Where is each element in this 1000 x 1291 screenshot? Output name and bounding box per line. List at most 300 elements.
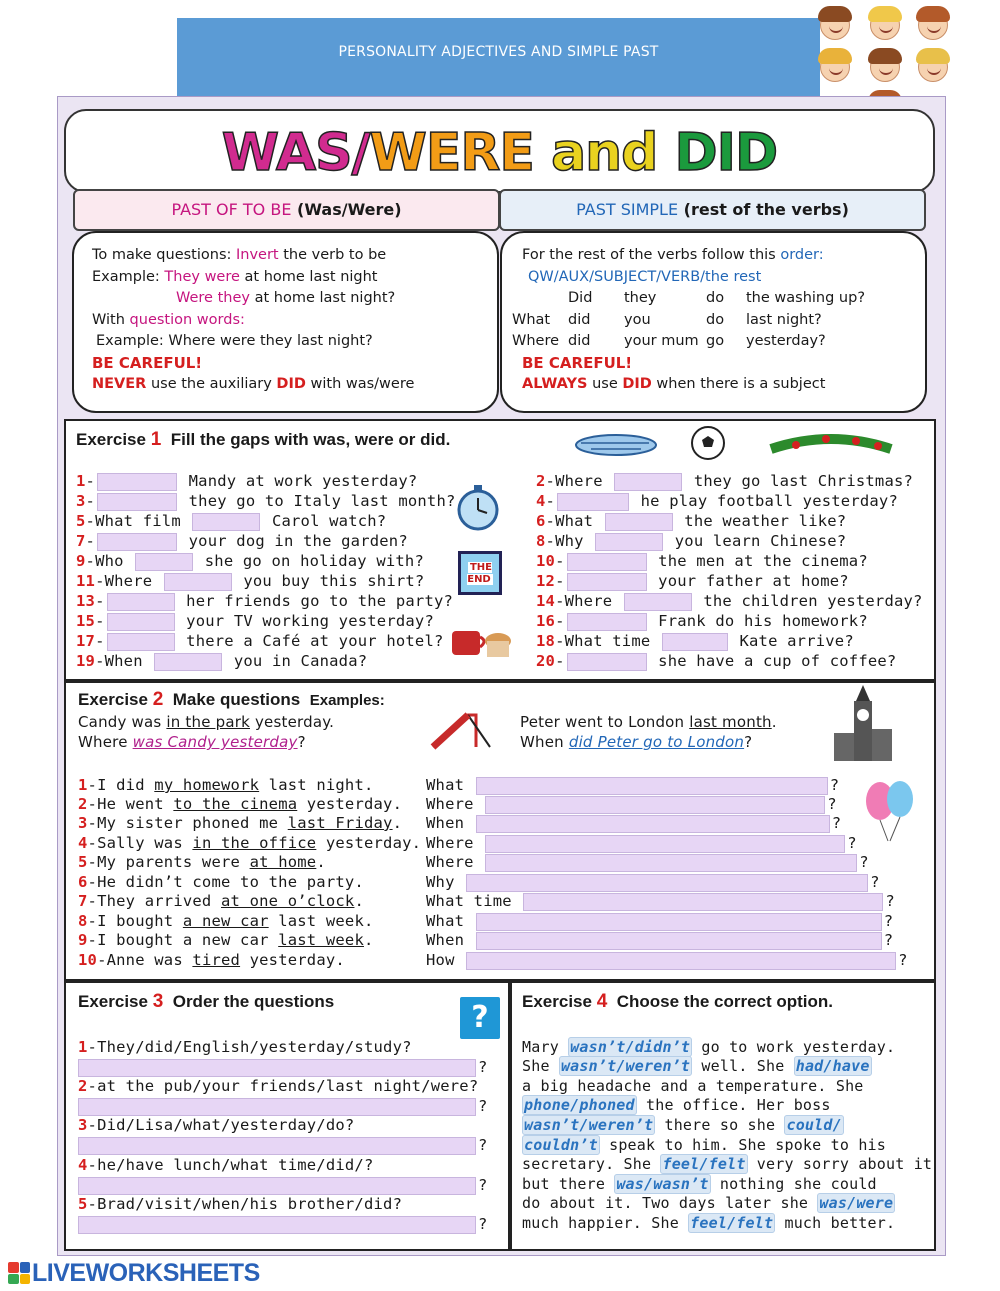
- item-text: her friends go to the party?: [176, 592, 454, 610]
- answer-gap[interactable]: [614, 473, 682, 491]
- title-part: WERE: [369, 123, 552, 183]
- list-item: [78, 911, 374, 931]
- exercise-instruction: Choose the correct option.: [616, 992, 834, 1011]
- item-text: .: [392, 814, 403, 832]
- answer-row: [78, 1057, 488, 1077]
- item-text: -I did: [87, 776, 155, 794]
- item-number: 2: [536, 472, 546, 490]
- list-item: [78, 1194, 402, 1214]
- item-text: -Did/Lisa/what/yesterday/do?: [87, 1116, 355, 1134]
- rule-cell: [512, 288, 568, 310]
- list-item: [76, 551, 424, 571]
- list-item: [76, 651, 367, 671]
- question-mark: ?: [883, 912, 894, 930]
- item-text: -Where: [555, 592, 622, 610]
- answer-row: [426, 794, 837, 814]
- exercise-3-heading: [78, 991, 334, 1013]
- answer-gap[interactable]: [485, 796, 825, 814]
- item-number: 6: [78, 873, 88, 891]
- example-answer: did Peter go to London: [568, 733, 745, 751]
- rule-cell: the washing up?: [746, 290, 866, 306]
- football-icon: [690, 425, 726, 461]
- item-text: .: [354, 892, 364, 910]
- passage-text: secretary. She: [522, 1155, 661, 1173]
- passage-text: much happier. She: [522, 1214, 689, 1232]
- answer-gap[interactable]: [557, 493, 629, 511]
- exercise-1-heading: [76, 429, 450, 451]
- item-text: the men at the cinema?: [648, 552, 868, 570]
- passage-text: She: [522, 1057, 559, 1075]
- list-item: [78, 872, 364, 892]
- list-item: [76, 611, 434, 631]
- answer-row: [426, 891, 895, 911]
- item-text: -Where: [95, 572, 162, 590]
- item-text: last week.: [268, 912, 374, 930]
- rule-text: with was/were: [305, 376, 415, 392]
- coffee-muffin-icon: [448, 611, 514, 661]
- answer-row: [426, 813, 841, 833]
- rule-text: Invert: [236, 247, 279, 263]
- rule-text: order:: [780, 247, 824, 263]
- item-number: 11: [76, 572, 96, 590]
- rule-example-row: [512, 288, 907, 310]
- rule-cell: Where: [512, 333, 560, 349]
- item-text: -He didn’t come to the party.: [87, 873, 364, 891]
- item-text: -What film: [85, 512, 191, 530]
- list-item: [78, 1076, 478, 1096]
- question-icon: [460, 997, 500, 1039]
- question-mark: ?: [829, 776, 840, 794]
- tab-past-simple: [499, 189, 926, 231]
- list-item: [76, 571, 424, 591]
- rule-text: when there is a subject: [651, 376, 826, 392]
- list-item: [78, 930, 374, 950]
- item-text: Carol watch?: [262, 512, 387, 530]
- list-item: [536, 551, 868, 571]
- the-end-label: THE END: [467, 562, 493, 585]
- answer-gap[interactable]: [476, 932, 882, 950]
- answer-gap[interactable]: [567, 653, 647, 671]
- item-text: in the office: [192, 834, 317, 852]
- item-text: tired: [192, 951, 241, 969]
- passage-text: there so she: [655, 1116, 785, 1134]
- item-number: 3: [78, 814, 88, 832]
- question-icon-label: ?: [471, 1000, 489, 1035]
- rule-cell: you: [624, 311, 651, 328]
- item-number: 9: [76, 552, 86, 570]
- text-line: [522, 1154, 932, 1174]
- rule-text: ALWAYS: [522, 376, 588, 392]
- list-item: [536, 491, 898, 511]
- rule-cell: What: [512, 311, 551, 328]
- item-text: yesterday.: [316, 834, 422, 852]
- list-item: [78, 1037, 412, 1057]
- option-choice[interactable]: phone/phoned: [524, 1096, 635, 1114]
- rule-text: To make questions:: [92, 247, 236, 263]
- exercise-4-heading: [522, 991, 833, 1013]
- item-number: 6: [536, 512, 546, 530]
- question-word: What: [426, 776, 465, 794]
- item-text: Mandy at work yesterday?: [179, 472, 418, 490]
- rule-text: question words:: [129, 311, 245, 328]
- text-line: [522, 1037, 895, 1057]
- rule-order: QW/AUX/SUBJECT/VERB/the rest: [528, 268, 762, 285]
- question-mark: ?: [859, 853, 869, 871]
- exercise-3: [64, 981, 510, 1251]
- item-text: -: [95, 592, 105, 610]
- item-number: 5: [78, 853, 88, 871]
- example-statement: [520, 712, 777, 732]
- answer-gap[interactable]: [466, 874, 868, 892]
- rule-cell: did: [568, 311, 591, 328]
- item-text: -Sally was: [87, 834, 193, 852]
- example-text: When: [520, 733, 569, 751]
- answer-gap[interactable]: [485, 854, 857, 872]
- answer-row: [426, 950, 908, 970]
- question-word: Where: [426, 795, 474, 813]
- option-choice[interactable]: had/have: [795, 1057, 870, 1075]
- big-ben-icon: [832, 683, 894, 763]
- example-text: Where: [78, 733, 133, 751]
- item-text: you in Canada?: [224, 652, 368, 670]
- example-question: [78, 732, 306, 752]
- answer-gap[interactable]: [624, 593, 692, 611]
- answer-gap[interactable]: [476, 913, 882, 931]
- item-number: 18: [536, 632, 556, 650]
- text-line: [522, 1095, 831, 1115]
- item-text: .: [363, 931, 374, 949]
- item-text: -: [555, 572, 565, 590]
- item-number: 20: [536, 652, 556, 670]
- item-text: you buy this shirt?: [233, 572, 425, 590]
- list-item: [78, 833, 421, 853]
- exercise-label: Exercise: [78, 992, 148, 1011]
- rule-example-row: [512, 310, 907, 332]
- item-text: -: [85, 492, 96, 510]
- item-number: 2: [78, 1077, 88, 1095]
- exercise-2: [64, 681, 936, 981]
- exercise-label: Exercise: [76, 430, 146, 449]
- question-word: Where: [426, 834, 474, 852]
- rule-text: DID: [276, 376, 306, 392]
- rule-cell: they: [624, 290, 657, 306]
- liveworksheets-logo[interactable]: [8, 1260, 260, 1286]
- answer-gap[interactable]: [78, 1137, 476, 1155]
- answer-gap[interactable]: [476, 815, 830, 833]
- logo-text: LIVEWORKSHEETS: [32, 1258, 260, 1287]
- example-text: in the park: [166, 713, 250, 731]
- item-text: -I bought a new car: [87, 931, 279, 949]
- rule-text: They were: [164, 268, 240, 285]
- answer-row: [78, 1135, 488, 1155]
- rule-text: DID: [622, 376, 652, 392]
- item-number: 4: [78, 834, 88, 852]
- example-question: [520, 732, 752, 752]
- text-line: [522, 1076, 864, 1096]
- item-text: .: [316, 853, 326, 871]
- passage-text: go to work yesterday.: [692, 1038, 896, 1056]
- answer-row: [426, 833, 857, 853]
- item-text: -: [555, 652, 565, 670]
- item-text: the children yesterday?: [693, 592, 923, 610]
- list-item: [536, 611, 868, 631]
- text-line: [522, 1056, 872, 1076]
- exercise-2-heading: [78, 689, 385, 711]
- option-choice[interactable]: could/: [786, 1116, 842, 1134]
- answer-gap[interactable]: [97, 493, 177, 511]
- answer-gap[interactable]: [662, 633, 728, 651]
- answer-gap[interactable]: [78, 1177, 476, 1195]
- item-number: 17: [76, 632, 96, 650]
- option-choice[interactable]: feel/felt: [662, 1155, 746, 1173]
- face-icon: [820, 52, 850, 82]
- passage-text: well. She: [692, 1057, 794, 1075]
- answer-gap[interactable]: [164, 573, 232, 591]
- item-text: last Friday: [287, 814, 393, 832]
- face-icon: [918, 10, 948, 40]
- option-choice[interactable]: feel/felt: [690, 1214, 774, 1232]
- item-text: they go last Christmas?: [684, 472, 914, 490]
- answer-gap[interactable]: [192, 513, 260, 531]
- item-text: Frank do his homework?: [648, 612, 868, 630]
- answer-gap[interactable]: [135, 553, 193, 571]
- rule-text: at home last night?: [249, 290, 396, 306]
- exercise-instruction: Order the questions: [172, 992, 335, 1011]
- answer-row: [426, 930, 893, 950]
- item-number: 8: [536, 532, 546, 550]
- list-item: [536, 631, 854, 651]
- rule-cell: your mum: [624, 333, 699, 349]
- title-part: and: [551, 123, 675, 183]
- logo-icon: [8, 1262, 30, 1284]
- passage-text: Mary: [522, 1038, 569, 1056]
- rule-text: use: [587, 376, 623, 392]
- item-text: -: [85, 472, 96, 490]
- item-text: -: [555, 552, 565, 570]
- answer-gap[interactable]: [485, 835, 845, 853]
- list-item: [536, 571, 849, 591]
- rule-cell: do: [706, 290, 725, 306]
- item-text: your father at home?: [648, 572, 849, 590]
- question-mark: ?: [870, 873, 880, 891]
- answer-row: [78, 1096, 488, 1116]
- item-number: 12: [536, 572, 556, 590]
- item-text: she have a cup of coffee?: [648, 652, 897, 670]
- exercise-number: 4: [596, 991, 608, 1012]
- passage-text: speak to him. She spoke to his: [599, 1136, 887, 1154]
- answer-gap[interactable]: [154, 653, 222, 671]
- item-text: they go to Italy last month?: [179, 492, 456, 510]
- banner-title: PERSONALITY ADJECTIVES AND SIMPLE PAST: [338, 44, 659, 60]
- item-number: 15: [76, 612, 96, 630]
- question-word: When: [426, 814, 465, 832]
- answer-row: [78, 1175, 488, 1195]
- answer-gap[interactable]: [97, 533, 177, 551]
- item-text: your dog in the garden?: [179, 532, 408, 550]
- answer-gap[interactable]: [107, 613, 175, 631]
- text-line: [522, 1174, 877, 1194]
- item-text: -They/did/English/yesterday/study?: [87, 1038, 412, 1056]
- option-choice[interactable]: wasn’t/weren’t: [560, 1057, 691, 1075]
- answer-gap[interactable]: [567, 573, 647, 591]
- example-text: yesterday.: [250, 713, 335, 731]
- answer-gap[interactable]: [567, 553, 647, 571]
- question-mark: ?: [478, 1058, 488, 1076]
- answer-gap[interactable]: [107, 593, 175, 611]
- tab-label: PAST OF TO BE: [171, 200, 292, 219]
- item-text: -When: [95, 652, 153, 670]
- option-choice[interactable]: was/wasn’t: [616, 1175, 709, 1193]
- the-end-icon: [458, 551, 502, 595]
- item-text: my homework: [154, 776, 260, 794]
- item-number: 13: [76, 592, 96, 610]
- answer-gap[interactable]: [476, 777, 828, 795]
- rule-text: With: [92, 311, 130, 328]
- item-text: -: [555, 612, 565, 630]
- item-text: -Why: [545, 532, 594, 550]
- slide-icon: [428, 707, 498, 751]
- item-text: -: [85, 532, 96, 550]
- option-choice[interactable]: was/were: [819, 1194, 894, 1212]
- list-item: [536, 471, 913, 491]
- question-mark: ?: [478, 1176, 488, 1194]
- item-number: 7: [76, 532, 86, 550]
- list-item: [78, 891, 364, 911]
- text-line: [522, 1115, 844, 1135]
- option-choice[interactable]: wasn’t/didn’t: [570, 1038, 691, 1056]
- question-word: When: [426, 931, 465, 949]
- answer-gap[interactable]: [78, 1216, 476, 1234]
- item-text: your TV working yesterday?: [176, 612, 434, 630]
- item-number: 16: [536, 612, 556, 630]
- item-number: 5: [76, 512, 86, 530]
- item-number: 1: [78, 776, 88, 794]
- item-text: she go on holiday with?: [195, 552, 424, 570]
- question-word: What: [426, 912, 465, 930]
- passage-text: a big headache and a temperature. She: [522, 1077, 864, 1095]
- item-number: 10: [78, 951, 98, 969]
- exercise-label: Exercise: [522, 992, 592, 1011]
- page-banner: [177, 18, 820, 96]
- rule-warning: BE CAREFUL!: [522, 353, 633, 372]
- option-choice[interactable]: couldn’t: [524, 1136, 598, 1154]
- passage-text: nothing she could: [710, 1175, 877, 1193]
- list-item: [78, 950, 345, 970]
- question-mark: ?: [883, 931, 894, 949]
- item-number: 1: [78, 1038, 88, 1056]
- rule-warning: BE CAREFUL!: [92, 353, 203, 372]
- passage-text: the office. Her boss: [636, 1096, 831, 1114]
- item-number: 3: [76, 492, 86, 510]
- item-text: a new car: [182, 912, 269, 930]
- example-statement: [78, 712, 334, 732]
- item-number: 7: [78, 892, 88, 910]
- rule-box-past-simple: [500, 231, 927, 413]
- item-text: -: [95, 612, 105, 630]
- item-text: -He went: [87, 795, 174, 813]
- item-text: at home: [249, 853, 317, 871]
- exercise-instruction: Fill the gaps with was, were or did.: [170, 430, 451, 449]
- item-number: 5: [78, 1195, 88, 1213]
- item-number: 10: [536, 552, 556, 570]
- list-item: [76, 591, 453, 611]
- item-text: -he/have lunch/what time/did/?: [87, 1156, 374, 1174]
- face-icon: [870, 52, 900, 82]
- answer-row: [426, 852, 869, 872]
- tab-label: PAST SIMPLE: [576, 200, 679, 219]
- item-text: -I bought: [87, 912, 183, 930]
- example-text: .: [771, 713, 777, 731]
- rule-box-was-were: [72, 231, 499, 413]
- item-text: last night.: [259, 776, 374, 794]
- example-text: ?: [297, 733, 306, 751]
- answer-row: [426, 872, 880, 892]
- question-mark: ?: [847, 834, 857, 852]
- passage-text: do about it. Two days later she: [522, 1194, 818, 1212]
- item-number: 4: [78, 1156, 88, 1174]
- item-text: -They arrived: [87, 892, 221, 910]
- item-text: -My parents were: [87, 853, 250, 871]
- question-mark: ?: [827, 795, 837, 813]
- title-part: WAS/: [221, 123, 370, 183]
- rule-text: Example:: [92, 268, 165, 285]
- item-text: yesterday.: [240, 951, 345, 969]
- list-item: [76, 531, 408, 551]
- answer-gap[interactable]: [595, 533, 663, 551]
- item-number: 2: [78, 795, 88, 813]
- item-number: 14: [536, 592, 556, 610]
- list-item: [536, 531, 846, 551]
- question-word: What time: [426, 892, 512, 910]
- item-number: 1: [76, 472, 86, 490]
- answer-gap[interactable]: [107, 633, 175, 651]
- answer-gap[interactable]: [78, 1098, 476, 1116]
- answer-gap[interactable]: [97, 473, 177, 491]
- answer-gap[interactable]: [523, 893, 883, 911]
- question-mark: ?: [885, 892, 895, 910]
- item-text: -: [545, 492, 556, 510]
- rule-text: the verb to be: [278, 247, 387, 263]
- answer-gap[interactable]: [466, 952, 896, 970]
- list-item: [76, 631, 444, 651]
- worksheet: [57, 96, 946, 1256]
- rule-text: at home last night: [239, 268, 378, 285]
- item-number: 19: [76, 652, 96, 670]
- answer-row: [426, 775, 839, 795]
- list-item: [78, 1115, 354, 1135]
- rule-cell: Did: [568, 290, 593, 306]
- item-text: he play football yesterday?: [631, 492, 898, 510]
- face-icon: [820, 10, 850, 40]
- tab-label: (Was/Were): [291, 200, 402, 219]
- rule-cell: last night?: [746, 311, 822, 328]
- option-choice[interactable]: wasn’t/weren’t: [524, 1116, 654, 1134]
- passage-text: but there: [522, 1175, 615, 1193]
- list-item: [78, 794, 402, 814]
- examples-label: Examples:: [309, 692, 385, 709]
- answer-gap[interactable]: [78, 1059, 476, 1077]
- face-icon: [870, 10, 900, 40]
- question-word: How: [426, 951, 455, 969]
- answer-gap[interactable]: [567, 613, 647, 631]
- question-mark: ?: [478, 1136, 488, 1154]
- item-text: yesterday.: [297, 795, 403, 813]
- cloud-icon: [571, 429, 661, 459]
- exercise-4: [510, 981, 936, 1251]
- answer-gap[interactable]: [605, 513, 673, 531]
- text-line: [522, 1135, 886, 1155]
- item-text: -My sister phoned me: [87, 814, 288, 832]
